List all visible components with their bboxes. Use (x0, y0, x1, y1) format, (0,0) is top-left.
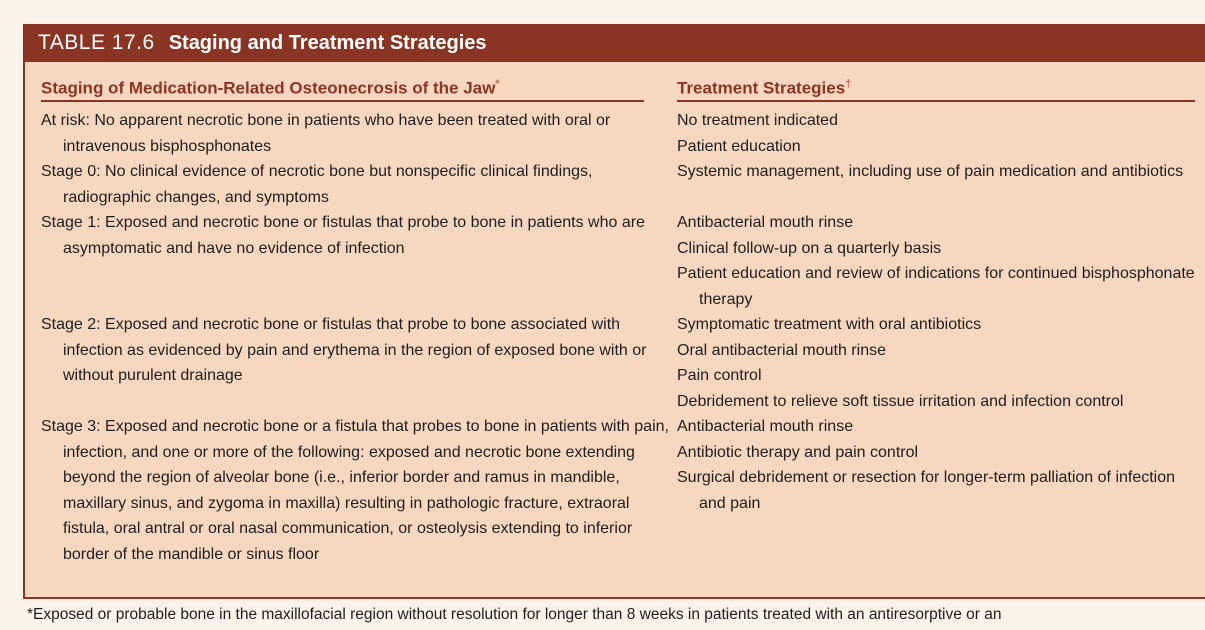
table-bottom-border (23, 597, 1205, 599)
treatment-item: Antibacterial mouth rinse (677, 418, 854, 435)
treatment-header-mark: † (845, 78, 852, 90)
treatment-item: Antibiotic therapy and pain control (677, 443, 919, 461)
staging-column-header (41, 78, 500, 99)
treatment-header-text: Treatment Strategies (677, 78, 846, 98)
treatment-item: Symptomatic treatment with oral antibiotics (677, 316, 982, 333)
stage-at-risk: At risk: No apparent necrotic bone in patients who have been treated with oral or intravenous bisphosphonates (41, 112, 611, 155)
treatment-item: Antibacterial mouth rinse (677, 214, 854, 231)
table-left-border (23, 62, 25, 599)
table-number: TABLE 17.6 (38, 31, 155, 54)
treatment-item: Surgical debridement or resection for longer-term palliation of infection and pain (677, 469, 1176, 512)
table-box (23, 24, 1205, 599)
treatment-item: Oral antibacterial mouth rinse (677, 341, 886, 359)
staging-header-text: Staging of Medication-Related Osteonecrosis of the Jaw (41, 78, 496, 98)
stage-1: Stage 1: Exposed and necrotic bone or fistulas that probe to bone in patients who are asymptomatic and have no evidence of infection (41, 214, 645, 257)
stage-0: Stage 0: No clinical evidence of necrotic bone but nonspecific clinical findings, radiographic changes, and symptoms (41, 163, 593, 206)
stage-2: Stage 2: Exposed and necrotic bone or fistulas that probe to bone associated with infection as evidenced by pain and erythema in the region of exposed bone with or without purulent drainage (41, 316, 647, 384)
staging-header-rule (41, 100, 644, 102)
treatment-item: Patient education and review of indications for continued bisphosphonate therapy (677, 265, 1195, 308)
table-title-bar (23, 24, 1205, 62)
treatment-header-rule (677, 100, 1195, 102)
table-title: Staging and Treatment Strategies (168, 31, 487, 54)
treatment-item: Systemic management, including use of pain medication and antibiotics (677, 163, 1184, 180)
stage-3: Stage 3: Exposed and necrotic bone or a fistula that probes to bone in patients with pain, infection, and one or more of the following: exposed and necrotic bone extending beyond the region of alveolar bone (i.e., inferior border and ramus in mandible, maxillary sinus, and zygoma in maxilla) resulting in pathologic fracture, extraoral fistula, oral antral or oral nasal communication, or osteolysis extending to inferior border of the mandible or sinus floor (41, 418, 669, 563)
treatment-item: Debridement to relieve soft tissue irritation and infection control (677, 392, 1124, 410)
treatment-item: Clinical follow-up on a quarterly basis (677, 239, 942, 257)
treatment-item: Pain control (677, 367, 762, 384)
treatment-item: No treatment indicated (677, 112, 838, 129)
treatment-column-header (677, 78, 851, 99)
staging-header-mark: * (495, 78, 500, 90)
treatment-item: Patient education (677, 137, 801, 155)
table-footnote: *Exposed or probable bone in the maxillofacial region without resolution for longer than 8 weeks in patients treated with an antiresorptive or an (27, 606, 1002, 623)
